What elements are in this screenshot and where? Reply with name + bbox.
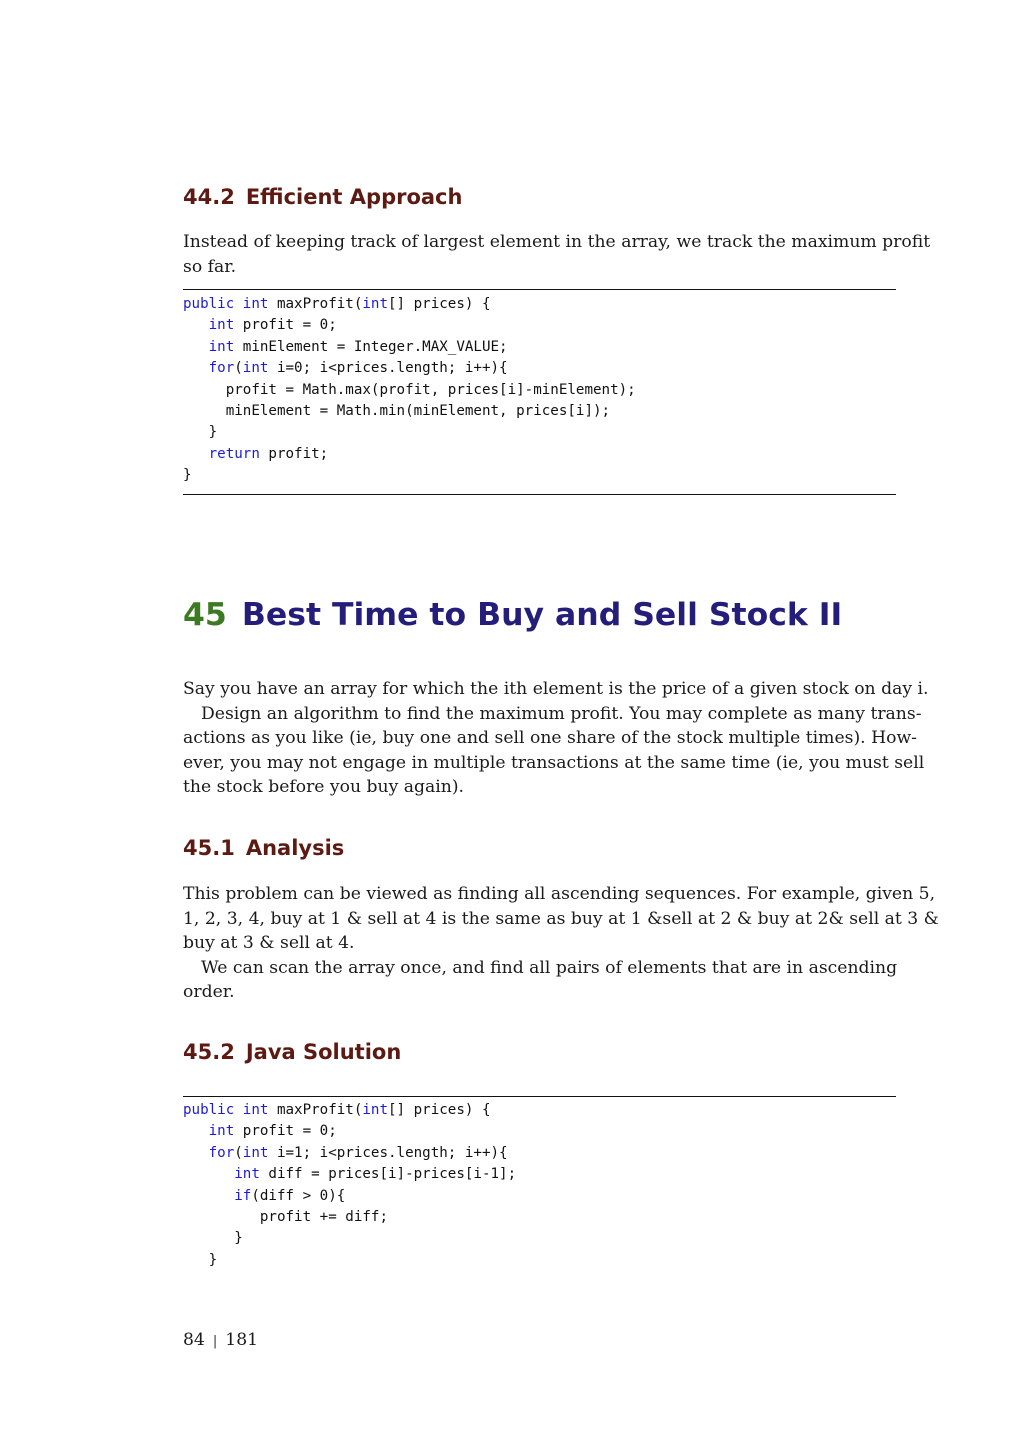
text-line: buy at 3 & sell at 4.: [183, 933, 355, 953]
section-heading-45-2: [183, 1040, 401, 1064]
code-line: [183, 1100, 896, 1121]
code-keyword: int: [362, 1102, 389, 1118]
code-text: maxProfit(: [268, 296, 363, 312]
text-line: Design an algorithm to find the maximum profit. You may complete as many trans-: [201, 703, 922, 724]
page-separator: |: [212, 1334, 218, 1349]
code-line: [183, 1207, 896, 1228]
code-text: [183, 1145, 209, 1161]
code-text: profit = Math.max(profit, prices[i]-minElement);: [183, 381, 636, 398]
code-text: [] prices) {: [388, 296, 491, 312]
code-text: (diff > 0){: [251, 1187, 346, 1204]
code-top-rule: [183, 1096, 896, 1097]
code-keyword: int: [208, 338, 235, 355]
code-line: [183, 465, 896, 486]
code-text: [183, 1166, 234, 1182]
code-text: [183, 339, 209, 355]
code-keyword: for: [208, 1144, 235, 1161]
code-text: maxProfit(: [268, 1102, 363, 1118]
code-text: [183, 317, 209, 333]
code-keyword: int: [208, 1123, 235, 1140]
code-text: minElement = Integer.MAX_VALUE;: [234, 338, 508, 355]
code-block-java-solution: [183, 1100, 896, 1271]
paragraph-analysis: [183, 882, 939, 1005]
text-line: Say you have an array for which the ith element is the price of a given stock on day i.: [183, 679, 929, 699]
code-line: [183, 358, 896, 379]
code-text: (: [234, 360, 243, 377]
page-total: 181: [225, 1330, 259, 1350]
section-heading-44-2: [183, 185, 462, 209]
paragraph-problem-statement: [183, 677, 929, 800]
chapter-number: 45: [183, 597, 227, 633]
code-block-efficient: [183, 294, 896, 487]
code-keyword: int: [234, 1166, 260, 1183]
code-text: }: [183, 1230, 243, 1247]
section-heading-45-1: [183, 836, 344, 860]
code-keyword: int: [242, 1102, 269, 1118]
code-line: [183, 1121, 896, 1142]
code-text: diff = prices[i]-prices[i-1];: [259, 1166, 517, 1183]
code-keyword: for: [208, 360, 235, 377]
code-line: [183, 294, 896, 315]
code-text: (: [234, 1144, 243, 1161]
text-line: 1, 2, 3, 4, buy at 1 & sell at 4 is the same as buy at 1 &sell at 2 & buy at 2& sell at 3 &: [183, 908, 939, 929]
section-title: Analysis: [245, 836, 345, 860]
chapter-title: Best Time to Buy and Sell Stock II: [241, 597, 843, 633]
text-line: the stock before you buy again).: [183, 777, 464, 797]
section-number: 45.1: [183, 836, 235, 860]
code-keyword: int: [242, 360, 269, 377]
section-title: Java Solution: [245, 1040, 402, 1064]
page-number: 84: [183, 1330, 205, 1350]
chapter-heading-45: [183, 597, 842, 633]
code-text: }: [183, 467, 192, 484]
text-line: Instead of keeping track of largest element in the array, we track the maximum profit: [183, 232, 931, 252]
code-line: [183, 337, 896, 358]
code-text: [] prices) {: [388, 1102, 491, 1118]
code-line: [183, 1228, 896, 1249]
code-keyword: public: [183, 296, 243, 312]
paragraph-efficient-approach: [183, 230, 931, 279]
code-line: [183, 422, 896, 443]
code-text: profit += diff;: [183, 1208, 388, 1225]
code-text: i=1; i<prices.length; i++){: [268, 1144, 508, 1161]
code-keyword: return: [208, 445, 260, 462]
code-line: [183, 315, 896, 336]
section-number: 45.2: [183, 1040, 235, 1064]
code-line: [183, 1186, 896, 1207]
code-bottom-rule: [183, 494, 896, 495]
code-keyword: if: [234, 1187, 252, 1204]
code-keyword: int: [242, 1144, 269, 1161]
code-keyword: public: [183, 1102, 243, 1118]
text-line: order.: [183, 982, 235, 1002]
code-keyword: int: [362, 296, 389, 312]
code-text: }: [183, 1251, 218, 1268]
section-title: Efficient Approach: [245, 185, 463, 209]
code-text: i=0; i<prices.length; i++){: [268, 360, 508, 377]
code-line: [183, 1143, 896, 1164]
code-text: profit = 0;: [234, 1123, 337, 1140]
code-line: [183, 1164, 896, 1185]
section-number: 44.2: [183, 185, 235, 209]
code-line: [183, 380, 896, 401]
code-keyword: int: [242, 296, 269, 312]
code-text: profit = 0;: [234, 317, 337, 334]
code-text: [183, 1123, 209, 1139]
code-keyword: int: [208, 317, 235, 334]
text-line: actions as you like (ie, buy one and sell one share of the stock multiple times). How-: [183, 728, 917, 748]
code-line: [183, 401, 896, 422]
code-text: }: [183, 424, 218, 441]
code-text: [183, 446, 209, 462]
page-footer: [183, 1330, 258, 1350]
code-text: minElement = Math.min(minElement, prices[i]);: [183, 402, 611, 419]
code-text: [183, 1188, 234, 1204]
code-line: [183, 1250, 896, 1271]
code-text: profit;: [259, 445, 329, 462]
text-line: ever, you may not engage in multiple transactions at the same time (ie, you must sell: [183, 752, 925, 773]
code-top-rule: [183, 289, 896, 290]
code-line: [183, 444, 896, 465]
text-line: so far.: [183, 256, 237, 277]
code-text: [183, 360, 209, 376]
text-line: This problem can be viewed as finding all ascending sequences. For example, given 5,: [183, 884, 936, 904]
text-line: We can scan the array once, and find all pairs of elements that are in ascending: [201, 957, 898, 978]
